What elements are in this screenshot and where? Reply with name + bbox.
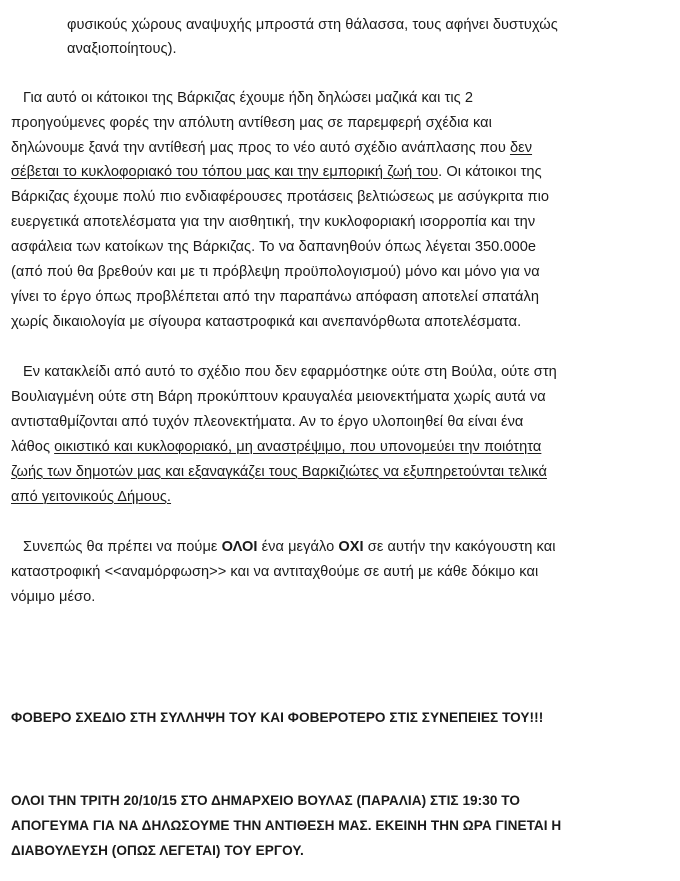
text-line: Για αυτό οι κάτοικοι της Βάρκιζας έχουμε ήδη δηλώσει μαζικά και τις 2 (23, 90, 474, 106)
text-line: προηγούμενες φορές την απόλυτη αντίθεση μας σε παρεμφερή σχέδια και (11, 115, 492, 131)
text-line: Εν κατακλείδι από αυτό το σχέδιο που δεν εφαρμόστηκε ούτε στη Βούλα, ούτε στη (23, 364, 557, 380)
underlined-text: δεν (509, 140, 533, 156)
text-span: λάθος (11, 439, 55, 455)
text-span: . Οι κάτοικοι της (438, 164, 542, 180)
text-line: καταστροφική <<αναμόρφωση>> και να αντιταχθούμε σε αυτή με κάθε δόκιμο και (11, 564, 539, 580)
announcement-line: ΟΛΟΙ ΤΗΝ ΤΡΙΤΗ 20/10/15 ΣΤΟ ΔΗΜΑΡΧΕΙΟ ΒΟΥΛΑΣ (ΠΑΡΑΛΙΑ) ΣΤΙΣ 19:30 ΤΟ (11, 793, 521, 808)
text-line: φυσικούς χώρους αναψυχής μπροστά στη θάλασσα, τους αφήνει δυστυχώς (67, 17, 558, 33)
underlined-text-line: από γειτονικούς Δήμους. (11, 489, 172, 505)
text-span: δηλώνουμε ξανά την αντίθεσή μας προς το νέο αυτό σχέδιο ανάπλασης που (11, 140, 510, 156)
bold-text: ΟΛΟΙ (221, 539, 258, 555)
text-line: Βουλιαγμένη ούτε στη Βάρη προκύπτουν κραυγαλέα μειονεκτήματα χωρίς αυτά να (11, 389, 546, 405)
text-span: Συνεπώς θα πρέπει να πούμε (23, 539, 222, 555)
text-span: ένα μεγάλο (257, 539, 339, 555)
text-line (11, 138, 532, 158)
underlined-text: σέβεται το κυκλοφοριακό του τόπου μας και την εμπορική ζωή του (11, 164, 439, 180)
slogan-heading: ΦΟΒΕΡΟ ΣΧΕΔΙΟ ΣΤΗ ΣΥΛΛΗΨΗ ΤΟΥ ΚΑΙ ΦΟΒΕΡΟΤΕΡΟ ΣΤΙΣ ΣΥΝΕΠΕΙΕΣ ΤΟΥ!!! (11, 710, 544, 725)
text-line: νόμιμο μέσο. (11, 589, 96, 605)
text-line: γίνει το έργο όπως προβλέπεται από την παραπάνω απόφαση αποτελεί σπατάλη (11, 289, 540, 305)
text-line: χωρίς δικαιολογία με σίγουρα καταστροφικά και ανεπανόρθωτα αποτελέσματα. (11, 314, 522, 330)
announcement-line: ΔΙΑΒΟΥΛΕΥΣΗ (ΟΠΩΣ ΛΕΓΕΤΑΙ) ΤΟΥ ΕΡΓΟΥ. (11, 843, 304, 858)
text-span: σε αυτήν την κακόγουστη και (363, 539, 556, 555)
text-line: (από πού θα βρεθούν και με τι πρόβλεψη προϋπολογισμού) μόνο και μόνο για να (11, 264, 540, 280)
text-line: Βάρκιζας έχουμε πολύ πιο ενδιαφέρουσες προτάσεις βελτιώσεως με ασύγκριτα πιο (11, 189, 550, 205)
text-line: ευεργετικά αποτελέσματα για την αισθητική, την κυκλοφοριακή ισορροπία και την (11, 214, 536, 230)
underlined-text-line: ζωής των δημοτών μας και εξαναγκάζει τους Βαρκιζιώτες να εξυπηρετούνται τελικά (11, 464, 547, 480)
underlined-text: οικιστικό και κυκλοφοριακό, μη αναστρέψιμο, που υπονομεύει την ποιότητα (54, 439, 542, 455)
text-line (11, 437, 541, 457)
announcement-line: ΑΠΟΓΕΥΜΑ ΓΙΑ ΝΑ ΔΗΛΩΣΟΥΜΕ ΤΗΝ ΑΝΤΙΘΕΣΗ ΜΑΣ. ΕΚΕΙΝΗ ΤΗΝ ΩΡΑ ΓΙΝΕΤΑΙ Η (11, 818, 562, 833)
text-line: ασφάλεια των κατοίκων της Βάρκιζας. Το να δαπανηθούν όπως λέγεται 350.000e (11, 239, 537, 255)
text-line (23, 537, 556, 557)
text-line: αντισταθμίζονται από τυχόν πλεονεκτήματα. Αν το έργο υλοποιηθεί θα είναι ένα (11, 414, 524, 430)
text-line (11, 162, 542, 182)
bold-text: ΟΧΙ (338, 539, 364, 555)
text-line: αναξιοποίητους). (67, 41, 177, 57)
